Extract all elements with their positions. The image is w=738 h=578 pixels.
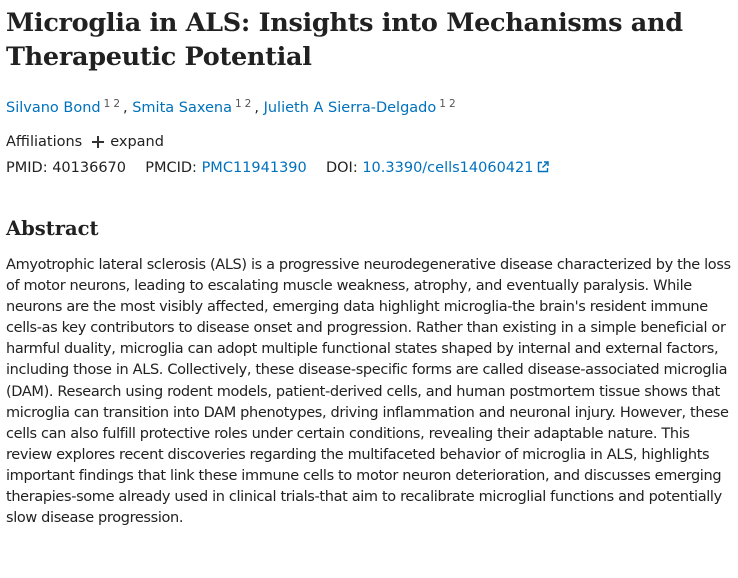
abstract-heading: Abstract xyxy=(6,217,99,240)
pmcid-link[interactable]: PMC11941390 xyxy=(201,160,307,176)
pmid-value: 40136670 xyxy=(52,160,127,176)
article-title: Microglia in ALS: Insights into Mechanisms and Therapeutic Potential xyxy=(6,8,683,72)
pmcid-label: PMCID: xyxy=(145,160,197,176)
abstract-text: Amyotrophic lateral sclerosis (ALS) is a progressive neurodegenerative disease characterized by the loss of motor neurons, leading to escalating muscle weakness, atrophy, and eventually paralysis. While neurons are the most visibly affected, emerging data highlight microglia-the brain's resident immune cells-as key contributors to disease onset and progression. Rather than existing in a simple beneficial or harmful duality, microglia can adopt multiple functional states shaped by internal and external factors, including those in ALS. Collectively, these disease-specific forms are called disease-associated microglia (DAM). Research using rodent models, patient-derived cells, and human postmortem tissue shows that microglia can transition into DAM phenotypes, driving inflammation and neuronal injury. However, these cells can also fulfill protective roles under certain conditions, revealing their adaptable nature. This review explores recent discoveries regarding the multifaceted behavior of microglia in ALS, highlights important findings that link these immune cells to motor neuron deterioration, and discusses emerging therapies-some already used in clinical trials-that aim to recalibrate microglial functions and potentially slow disease progression. xyxy=(6,257,731,527)
author-affiliation-refs[interactable]: 1 2 xyxy=(439,98,456,110)
external-link-icon xyxy=(537,161,549,173)
pmid-label: PMID: xyxy=(6,160,48,176)
author-link[interactable]: Silvano Bond xyxy=(6,100,101,116)
doi-link[interactable] xyxy=(362,160,549,176)
expand-label: expand xyxy=(110,134,164,150)
author-link[interactable]: Smita Saxena xyxy=(132,100,232,116)
expand-affiliations-button[interactable] xyxy=(92,132,164,152)
identifiers-row xyxy=(6,158,738,178)
author-link[interactable]: Julieth A Sierra-Delgado xyxy=(263,100,437,116)
author-list: Silvano Bond $^{1 2}$ , Smita Saxena $^{1 2}$ , Julieth A Sierra-Delgado $^{1 2}$ xyxy=(6,94,738,118)
doi-value: 10.3390/cells14060421 xyxy=(362,160,534,176)
author-affiliation-refs[interactable]: 1 2 xyxy=(103,98,120,110)
affiliations-row xyxy=(6,132,738,152)
affiliations-label: Affiliations xyxy=(6,134,83,150)
doi-label: DOI: xyxy=(325,160,358,176)
author-affiliation-refs[interactable]: 1 2 xyxy=(234,98,252,110)
plus-icon xyxy=(92,136,104,148)
